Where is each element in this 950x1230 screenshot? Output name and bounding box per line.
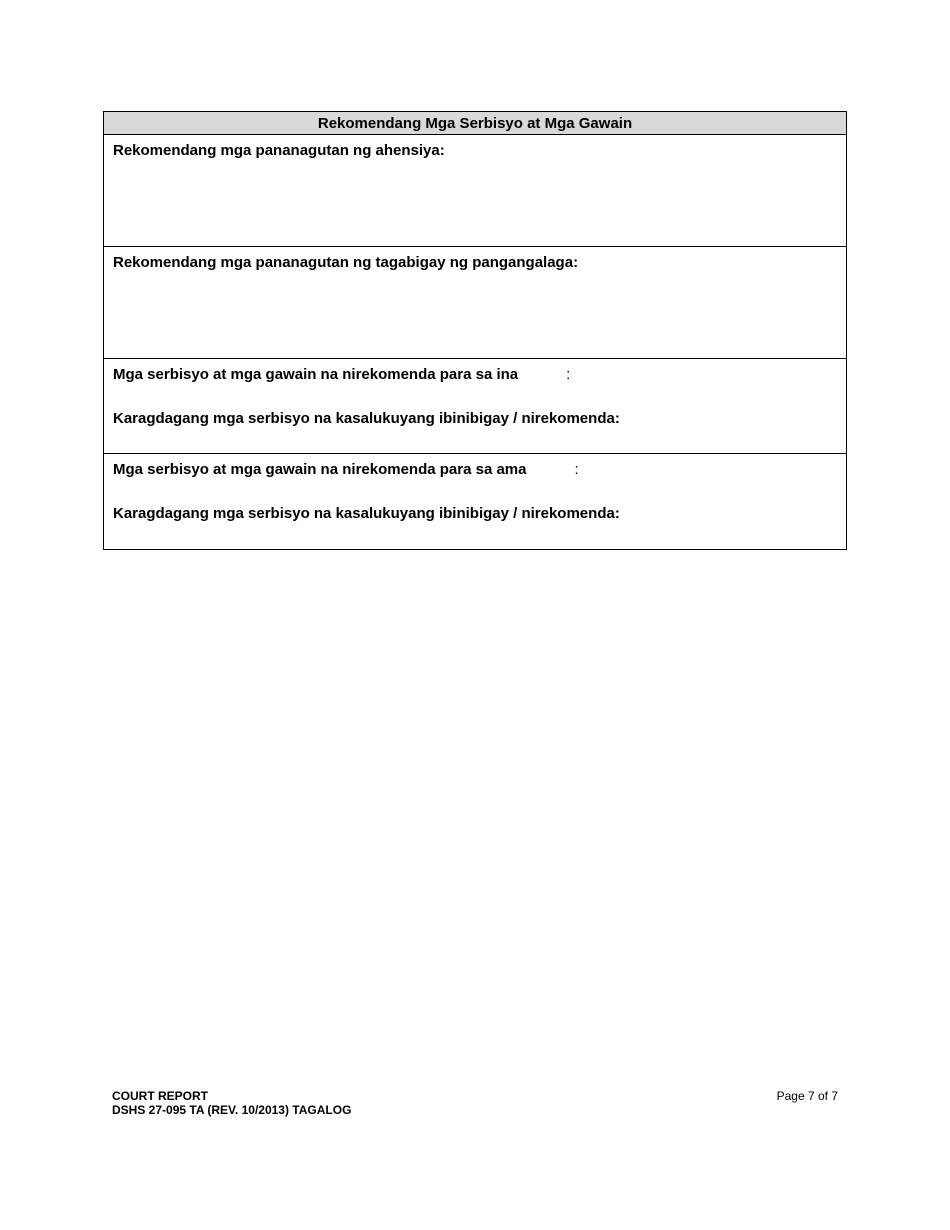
footer-form-info [112, 1089, 351, 1117]
father-services-section[interactable] [104, 454, 846, 549]
table-header [104, 112, 846, 135]
footer-form-title: COURT REPORT [112, 1089, 208, 1103]
father-services-label: Mga serbisyo at mga gawain na nirekomenda para sa ama [113, 461, 527, 478]
agency-responsibilities-label: Rekomendang mga pananagutan ng ahensiya: [113, 142, 445, 159]
mother-additional-services-label: Karagdagang mga serbisyo na kasalukuyang ibinibigay / nirekomenda: [113, 410, 620, 427]
mother-services-colon: : [566, 366, 571, 383]
services-table [103, 111, 847, 550]
mother-services-section[interactable] [104, 359, 846, 454]
agency-responsibilities-section[interactable] [104, 135, 846, 247]
table-header-text: Rekomendang Mga Serbisyo at Mga Gawain [317, 114, 633, 132]
caregiver-responsibilities-section[interactable] [104, 247, 846, 359]
father-additional-services-label: Karagdagang mga serbisyo na kasalukuyang ibinibigay / nirekomenda: [113, 505, 620, 522]
father-services-colon: : [574, 461, 579, 478]
caregiver-responsibilities-label: Rekomendang mga pananagutan ng tagabigay ng pangangalaga: [113, 254, 579, 271]
footer-form-number: DSHS 27-095 TA (REV. 10/2013) TAGALOG [112, 1103, 352, 1117]
footer-page-number: Page 7 of 7 [776, 1089, 838, 1103]
mother-services-label: Mga serbisyo at mga gawain na nirekomenda para sa ina [113, 366, 519, 383]
